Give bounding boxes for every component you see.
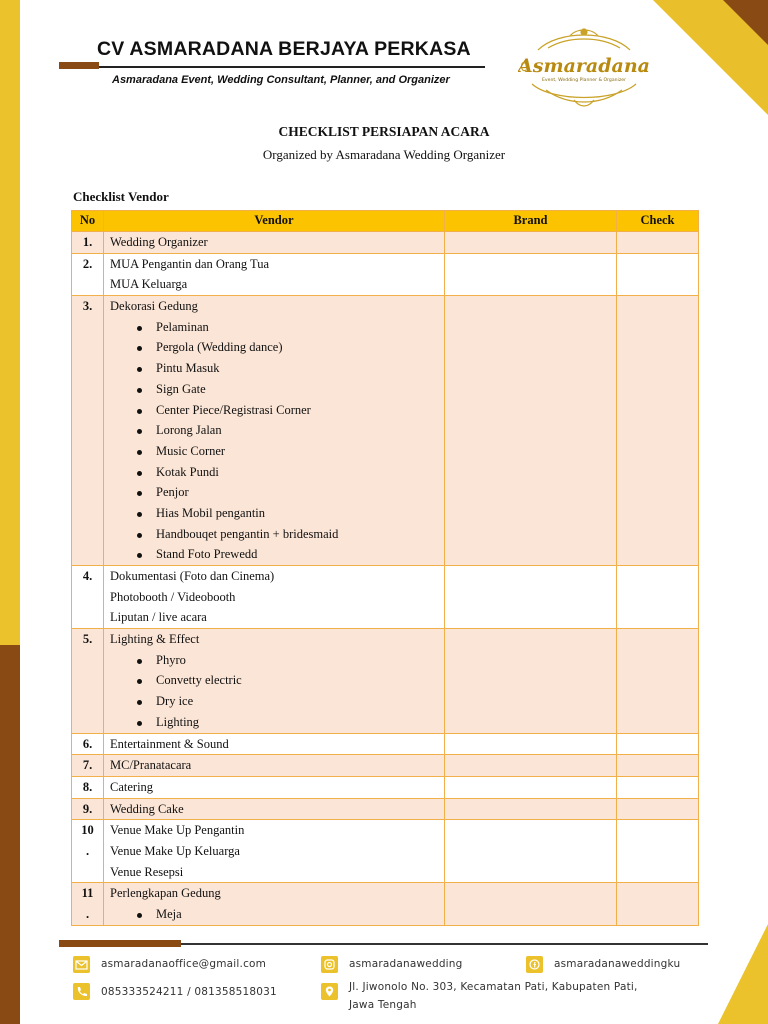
- brand-cell[interactable]: [445, 253, 617, 295]
- vendor-subitem: [110, 462, 444, 483]
- check-cell[interactable]: [617, 755, 699, 777]
- document-subtitle: Organized by Asmaradana Wedding Organizer: [262, 147, 506, 162]
- vendor-subitem-label: Kotak Pundi: [156, 464, 219, 479]
- vendor-cell: [104, 733, 445, 755]
- vendor-item: Photobooth / Videobooth: [110, 589, 236, 604]
- check-cell[interactable]: [617, 232, 699, 254]
- left-decor-strip-brown: [0, 645, 20, 1024]
- check-cell[interactable]: [617, 566, 699, 629]
- vendor-subitem-label: Sign Gate: [156, 381, 206, 396]
- vendor-subitem: [110, 524, 444, 545]
- check-cell[interactable]: [617, 883, 699, 925]
- footer-phone[interactable]: 085333524211 / 081358518031: [101, 986, 277, 998]
- brand-cell[interactable]: [445, 883, 617, 925]
- bullet-icon: [137, 409, 142, 414]
- location-pin-icon: [321, 983, 338, 1000]
- vendor-subitem: [110, 420, 444, 441]
- column-header-no: No: [72, 211, 104, 232]
- row-number: 9.: [72, 798, 104, 820]
- vendor-subitem-label: Lighting: [156, 714, 200, 729]
- row-number: 3.: [72, 296, 104, 566]
- table-row: [72, 755, 699, 777]
- header-rule-accent: [59, 62, 99, 69]
- vendor-subitem-label: Dry ice: [156, 694, 194, 709]
- mail-icon: [73, 956, 90, 973]
- check-cell[interactable]: [617, 296, 699, 566]
- vendor-item: Wedding Organizer: [110, 235, 208, 249]
- table-row: [72, 733, 699, 755]
- vendor-item: Entertainment & Sound: [110, 736, 229, 751]
- row-number: 11 .: [72, 883, 104, 925]
- company-tagline: Asmaradana Event, Wedding Consultant, Planner, and Organizer: [112, 74, 450, 86]
- vendor-subitem-label: Hias Mobil pengantin: [156, 505, 266, 520]
- footer-rule: [181, 943, 708, 945]
- table-row: [72, 566, 699, 629]
- vendor-cell: [104, 566, 445, 629]
- vendor-subitem-label: Handbouqet pengantin + bridesmaid: [156, 526, 339, 541]
- brand-cell[interactable]: [445, 629, 617, 733]
- section-heading: Checklist Vendor: [73, 189, 169, 204]
- bullet-icon: [137, 388, 142, 393]
- asmaradana-logo: [518, 24, 650, 110]
- table-row: [72, 253, 699, 295]
- row-number: 6.: [72, 733, 104, 755]
- vendor-subitem: [110, 400, 444, 421]
- document-title: CHECKLIST PERSIAPAN ACARA: [278, 124, 490, 139]
- check-cell[interactable]: [617, 820, 699, 883]
- table-row: [72, 776, 699, 798]
- brand-cell[interactable]: [445, 566, 617, 629]
- row-number: 2.: [72, 253, 104, 295]
- vendor-cell: [104, 755, 445, 777]
- brand-cell[interactable]: [445, 755, 617, 777]
- footer-rule-accent: [59, 940, 181, 947]
- vendor-subitem-label: Music Corner: [156, 443, 226, 458]
- vendor-item: Venue Make Up Keluarga: [110, 844, 240, 859]
- bullet-icon: [137, 512, 142, 517]
- row-number: 1.: [72, 232, 104, 254]
- footer-email[interactable]: asmaradanaoffice@gmail.com: [101, 958, 267, 970]
- vendor-subitem: [110, 379, 444, 400]
- vendor-cell: [104, 253, 445, 295]
- vendor-subitem: [110, 317, 444, 338]
- bullet-icon: [137, 721, 142, 726]
- vendor-subitem: [110, 503, 444, 524]
- table-row: [72, 232, 699, 254]
- left-decor-strip: [0, 0, 20, 645]
- vendor-subitem: [110, 650, 444, 671]
- vendor-cell: [104, 629, 445, 733]
- bullet-icon: [137, 450, 142, 455]
- table-row: [72, 820, 699, 883]
- footer-address-line1: Jl. Jiwonolo No. 303, Kecamatan Pati, Kabupaten Pati,: [349, 981, 638, 993]
- vendor-item: Perlengkapan Gedung: [110, 886, 221, 901]
- vendor-item: Dokumentasi (Foto dan Cinema): [110, 569, 275, 584]
- vendor-subitem-label: Lorong Jalan: [156, 423, 222, 438]
- vendor-cell: [104, 232, 445, 254]
- table-header-row: [72, 211, 699, 232]
- vendor-subitem-label: Penjor: [156, 485, 189, 500]
- row-number: 10 .: [72, 820, 104, 883]
- vendor-subitem: [110, 904, 444, 925]
- brand-cell[interactable]: [445, 296, 617, 566]
- vendor-subitem-label: Pergola (Wedding dance): [156, 340, 283, 355]
- vendor-subitem: [110, 544, 444, 565]
- logo-subtext: Event, Wedding Planner & Organizer: [542, 78, 626, 83]
- bullet-icon: [137, 326, 142, 331]
- check-cell[interactable]: [617, 776, 699, 798]
- top-right-corner-decor: [653, 0, 768, 115]
- header-rule: [99, 66, 485, 68]
- row-number: 4.: [72, 566, 104, 629]
- vendor-subitem-label: Phyro: [156, 652, 186, 667]
- footer-instagram[interactable]: asmaradanawedding: [349, 958, 463, 970]
- vendor-subitem: [110, 337, 444, 358]
- brand-cell[interactable]: [445, 776, 617, 798]
- vendor-subitem: [110, 441, 444, 462]
- vendor-subitem-label: Stand Foto Prewedd: [156, 547, 258, 562]
- vendor-item: Lighting & Effect: [110, 632, 200, 647]
- table-row: [72, 296, 699, 566]
- vendor-subitem-label: Pintu Masuk: [156, 361, 220, 376]
- check-cell[interactable]: [617, 253, 699, 295]
- row-number: 8.: [72, 776, 104, 798]
- bottom-right-corner-decor: [718, 924, 768, 1024]
- table-row: [72, 629, 699, 733]
- column-header-check: Check: [617, 211, 699, 232]
- brand-cell[interactable]: [445, 820, 617, 883]
- check-cell[interactable]: [617, 629, 699, 733]
- vendor-item: MUA Pengantin dan Orang Tua: [110, 256, 270, 271]
- vendor-item: Liputan / live acara: [110, 610, 207, 625]
- brand-cell[interactable]: [445, 733, 617, 755]
- vendor-subitem: [110, 482, 444, 503]
- bullet-icon: [137, 471, 142, 476]
- table-row: [72, 798, 699, 820]
- instagram-icon: [321, 956, 338, 973]
- column-header-vendor: Vendor: [104, 211, 445, 232]
- vendor-checklist-table: [71, 210, 699, 926]
- vendor-item: MC/Pranatacara: [110, 758, 192, 773]
- vendor-cell: [104, 820, 445, 883]
- table-row: [72, 883, 699, 925]
- brand-cell[interactable]: [445, 798, 617, 820]
- vendor-subitem-label: Pelaminan: [156, 319, 209, 334]
- bullet-icon: [137, 659, 142, 664]
- vendor-subitem-label: Center Piece/Registrasi Corner: [156, 402, 311, 417]
- company-name: CV ASMARADANA BERJAYA PERKASA: [97, 38, 471, 60]
- row-number: 7.: [72, 755, 104, 777]
- vendor-cell: [104, 776, 445, 798]
- vendor-subitem: [110, 691, 444, 712]
- vendor-cell: [104, 883, 445, 925]
- vendor-item: Dekorasi Gedung: [110, 299, 198, 314]
- column-header-brand: Brand: [445, 211, 617, 232]
- vendor-cell: [104, 798, 445, 820]
- vendor-item: Venue Resepsi: [110, 864, 184, 879]
- footer-facebook[interactable]: asmaradanaweddingku: [554, 958, 681, 970]
- brand-cell[interactable]: [445, 232, 617, 254]
- vendor-subitem-label: Meja: [156, 907, 182, 922]
- vendor-item: MUA Keluarga: [110, 277, 188, 292]
- vendor-cell: [104, 296, 445, 566]
- logo-text: Asmaradana: [518, 55, 650, 77]
- check-cell[interactable]: [617, 733, 699, 755]
- row-number: 5.: [72, 629, 104, 733]
- vendor-item: Wedding Cake: [110, 801, 184, 816]
- footer-address-line2: Jawa Tengah: [349, 999, 417, 1011]
- bullet-icon: [137, 533, 142, 538]
- vendor-subitem-label: Convetty electric: [156, 673, 242, 688]
- vendor-subitem: [110, 358, 444, 379]
- vendor-item: Catering: [110, 779, 154, 794]
- phone-icon: [73, 983, 90, 1000]
- vendor-item: Venue Make Up Pengantin: [110, 823, 245, 838]
- facebook-icon: [526, 956, 543, 973]
- vendor-subitem: [110, 712, 444, 733]
- check-cell[interactable]: [617, 798, 699, 820]
- vendor-subitem: [110, 670, 444, 691]
